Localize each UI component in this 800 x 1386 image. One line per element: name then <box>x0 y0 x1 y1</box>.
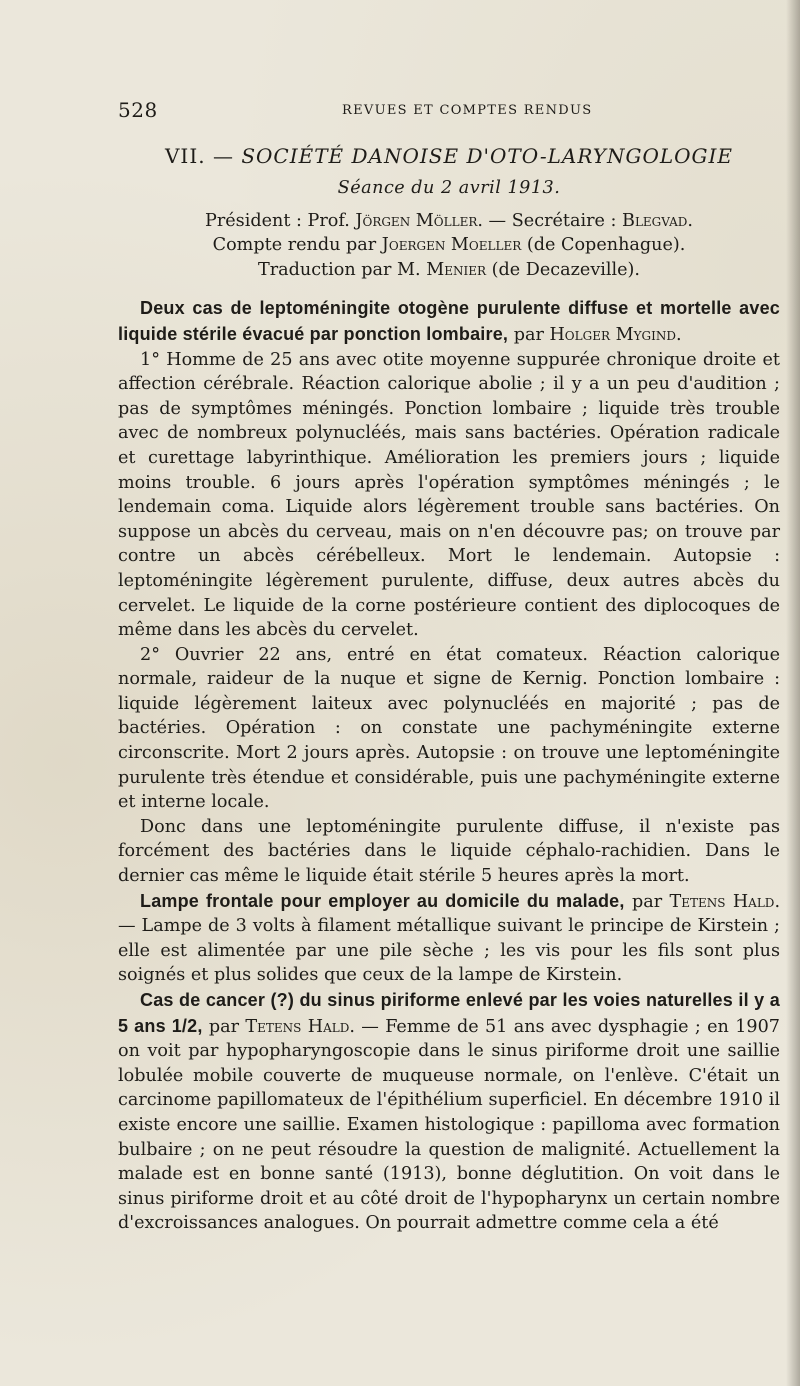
section-title <box>118 142 780 170</box>
officers-line: Président : Prof. Jörgen Möller. — Secrétaire : Blegvad. <box>205 210 693 231</box>
secretary-name: Blegvad <box>622 210 688 231</box>
report-author-line: Compte rendu par Joergen Moeller (de Copenhague). <box>212 235 686 256</box>
translator-name: Menier <box>426 259 487 280</box>
section-number: VII. — <box>164 144 234 168</box>
page-header <box>118 98 778 124</box>
article-3-text: . — Femme de 51 ans avec dysphagie ; en 1907 on voit par hypopharyngoscopie dans le sinus piriforme droit une saillie lobulée mobile couverte de muqueuse normale, on l'enlève. C'était un carcinome papillomateux de l'épithélium superficiel. En décembre 1910 il existe encore une saillie. Examen histologique : papilloma avec formation bulbaire ; on ne peut résoudre la question de malignité. Actuellement la malade est en bonne santé (1913), bonne déglutition. On voit dans le sinus piriforme droit et au côté droit de l'hypopharynx un certain nombre d'excroissances analogues. On pourrait admettre comme cela a été <box>118 1016 780 1234</box>
article-1-heading: Deux cas de leptoméningite otogène purulente diffuse et mortelle avec liquide stérile évacué par ponction lombaire, par Holger Mygind. <box>118 298 780 345</box>
running-head: REVUES ET COMPTES RENDUS <box>342 103 593 118</box>
article-3-author: Tetens Hald <box>245 1016 350 1037</box>
page-body <box>118 142 780 1236</box>
article-1-title: Deux cas de leptoméningite otogène purulente diffuse et mortelle avec liquide stérile évacué par ponction lombaire, <box>118 298 780 344</box>
article-2-author: Tetens Hald <box>669 891 775 912</box>
page-number: 528 <box>118 98 158 122</box>
article-2-text: . — Lampe de 3 volts à filament métallique suivant le principe de Kirstein ; elle est alimentée par une pile sèche ; les vis pour les fils sont plus soignés et plus solides que ceux de la lampe de Kirstein. <box>118 891 781 986</box>
page-edge-shadow <box>786 0 800 1386</box>
president-name: Jörgen Möller <box>355 210 478 231</box>
article-1-paragraph-2: 2° Ouvrier 22 ans, entré en état comateux. Réaction calorique normale, raideur de la nuque et signe de Kernig. Ponction lombaire : liquide légèrement laiteux avec polynucléés en majorité ; pas de bactéries. Opération : on constate une pachyméningite externe circonscrite. Mort 2 jours après. Autopsie : on trouve une leptoméningite purulente très étendue et considérable, puis une pachyméningite externe et interne locale. <box>118 644 780 813</box>
article-1-author: Holger Mygind <box>549 324 676 345</box>
report-author: Joergen Moeller <box>381 235 522 256</box>
session-date: Séance du 2 avril 1913. <box>337 178 561 198</box>
article-2: Lampe frontale pour employer au domicile du malade, par Tetens Hald. — Lampe de 3 volts à filament métallique suivant le principe de Kirstein ; elle est alimentée par une pile sèche ; les vis pour les fils sont plus soignés et plus solides que ceux de la lampe de Kirstein. <box>118 890 781 986</box>
translator-line: Traduction par M. Menier (de Decazeville). <box>257 259 641 280</box>
article-2-title: Lampe frontale pour employer au domicile du malade, <box>140 890 625 911</box>
article-3-title: Cas de cancer (?) du sinus piriforme enlevé par les voies naturelles il y a 5 ans 1/2, <box>118 990 780 1036</box>
society-name: SOCIÉTÉ DANOISE D'OTO-LARYNGOLOGIE <box>241 144 733 168</box>
article-1-paragraph-1: 1° Homme de 25 ans avec otite moyenne suppurée chronique droite et affection cérébrale. Réaction calorique abolie ; il y a un peu d'audition ; pas de symptômes méningés. Ponction lombaire ; liquide très trouble avec de nombreux polynucléés, mais sans bactéries. Opération radicale et curettage labyrinthique. Amélioration les premiers jours ; liquide moins trouble. 6 jours après l'opération symptômes méningés ; le lendemain coma. Liquide alors légèrement trouble sans bactéries. On suppose un abcès du cerveau, mais on n'en découvre pas; on trouve par contre un abcès cérébelleux. Mort le lendemain. Autopsie : leptoméningite légèrement purulente, diffuse, deux autres abcès du cervelet. Le liquide de la corne postérieure contient des diplocoques de même dans les abcès du cervelet. <box>118 349 780 641</box>
article-1-paragraph-3: Donc dans une leptoméningite purulente diffuse, il n'existe pas forcément des bactéries dans le liquide céphalo-rachidien. Dans le dernier cas même le liquide était stérile 5 heures après la mort. <box>118 816 780 887</box>
article-3: Cas de cancer (?) du sinus piriforme enlevé par les voies naturelles il y a 5 ans 1/2, par Tetens Hald. — Femme de 51 ans avec dysphagie ; en 1907 on voit par hypopharyngoscopie dans le sinus piriforme droit une saillie lobulée mobile couverte de muqueuse normale, on l'enlève. C'était un carcinome papillomateux de l'épithélium superficiel. En décembre 1910 il existe encore une saillie. Examen histologique : papilloma avec formation bulbaire ; on ne peut résoudre la question de malignité. Actuellement la malade est en bonne santé (1913), bonne déglutition. On voit dans le sinus piriforme droit et au côté droit de l'hypopharynx un certain nombre d'excroissances analogues. On pourrait admettre comme cela a été <box>118 990 780 1234</box>
